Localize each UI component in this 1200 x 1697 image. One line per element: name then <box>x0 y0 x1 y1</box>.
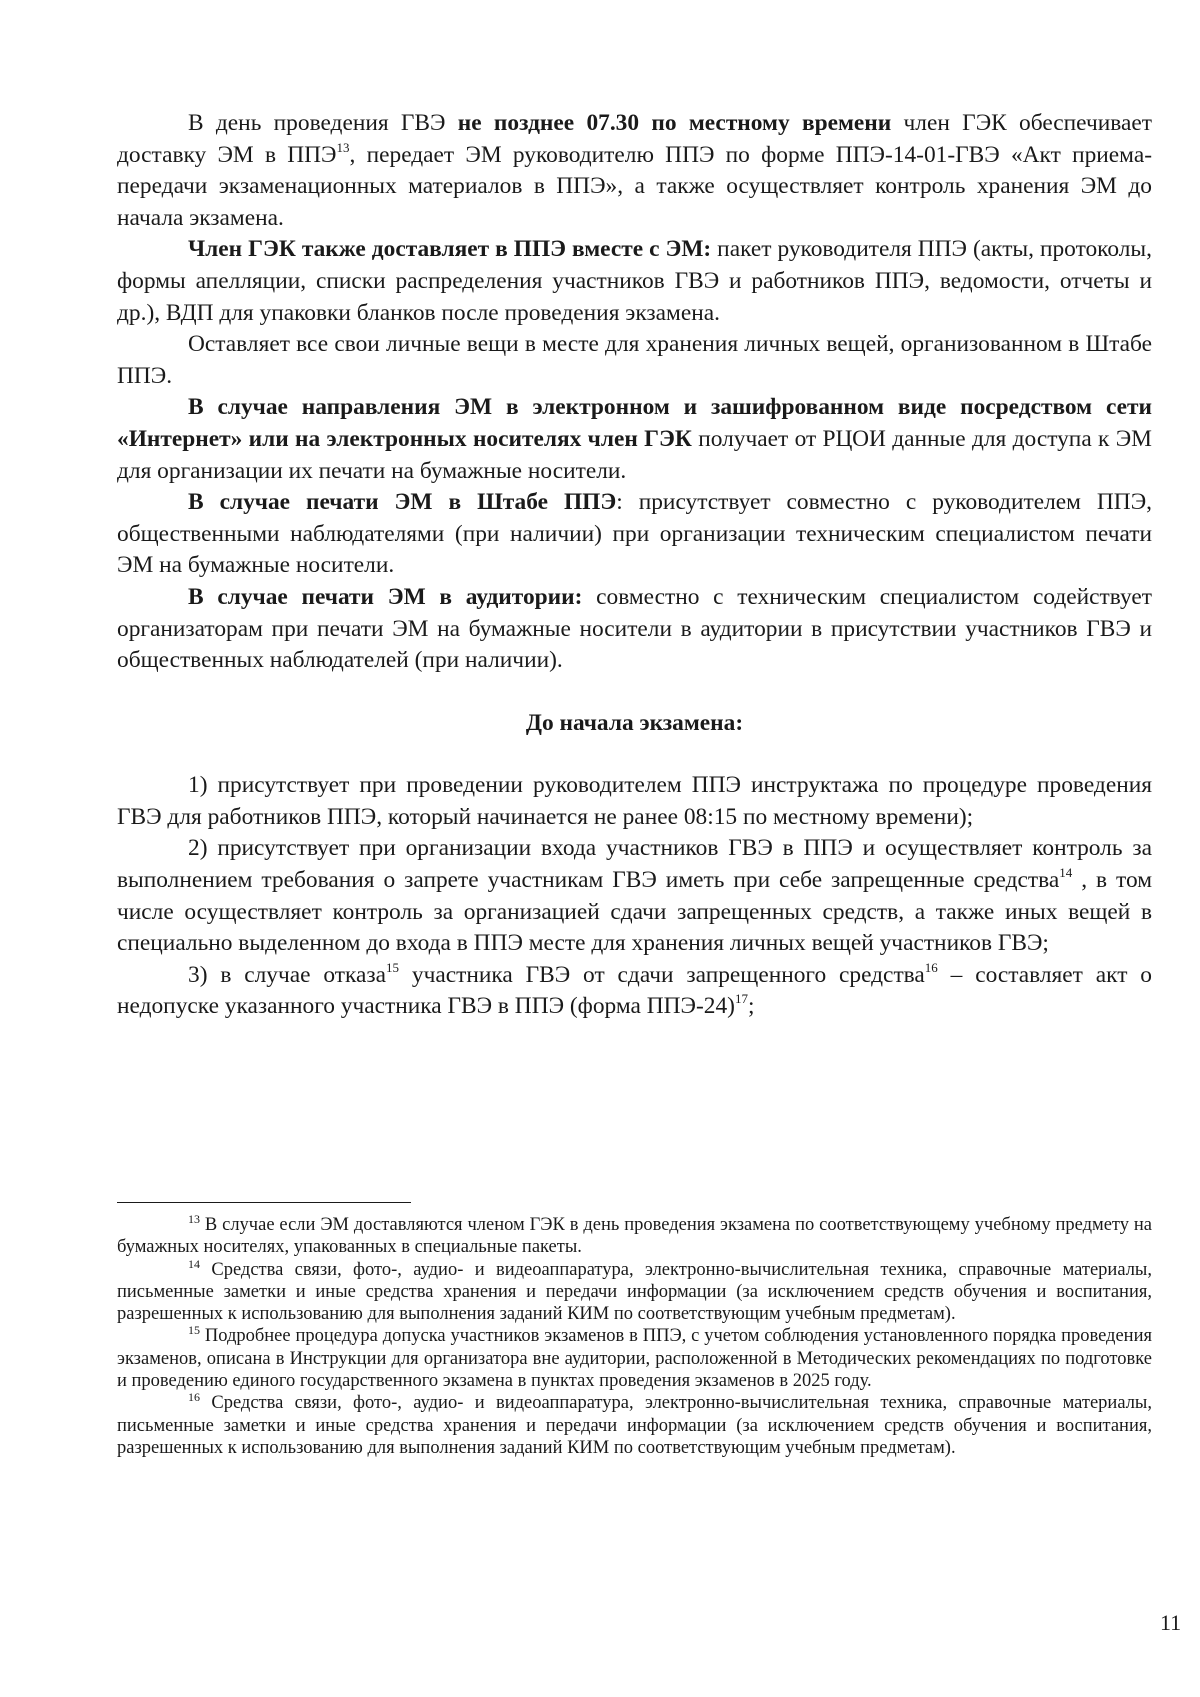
list-item-1: 1) присутствует при проведении руководителем ППЭ инструктажа по процедуре проведения ГВЭ для работников ППЭ, который начинается не ранее 08:15 по местному времени); <box>117 772 1152 830</box>
page-number: 11 <box>1160 1610 1182 1635</box>
text: , передает ЭМ руководителю ППЭ по форме ППЭ-14-01-ГВЭ «Акт приема-передачи экзаменационных материалов в ППЭ», а также осуществляет контроль хранения ЭМ до начала экзамена. <box>117 141 1152 231</box>
heading-text: До начала экзамена: <box>525 709 744 736</box>
text: ; <box>747 993 755 1020</box>
footnote-number: 14 <box>188 1256 200 1271</box>
footnote-text: Средства связи, фото-, аудио- и видеоаппаратура, электронно-вычислительная техника, справочные материалы, письменные заметки и иные средства хранения и передачи информации (за исключением средств обучения и воспитания, разрешенных к использованию для выполнения заданий КИМ по соответствующим учебным предметам). <box>117 1259 1152 1325</box>
footnote-number: 13 <box>188 1212 200 1226</box>
footnote-15 <box>117 1325 1152 1392</box>
footnote-text: Подробнее процедура допуска участников экзаменов в ППЭ, с учетом соблюдения установленного порядка проведения экзаменов, описана в Инструкции для организатора вне аудитории, расположенной в Методических рекомендациях по подготовке и проведению единого государственного экзамена в пунктах проведения экзаменов в 2025 году. <box>117 1326 1152 1392</box>
list-item-3 <box>117 960 1152 1023</box>
paragraph-print-auditorium <box>117 582 1152 677</box>
bold-lead: В случае печати ЭМ в Штабе ППЭ <box>188 489 617 516</box>
text: 3) в случае отказа <box>188 961 387 988</box>
text: совместно с техническим специалистом содействует организаторам при печати ЭМ на бумажные носители в аудитории в присутствии участников ГВЭ и общественных наблюдателей (при наличии). <box>117 583 1152 674</box>
paragraph-electronic-em <box>117 392 1152 487</box>
footnote-ref-16: 16 <box>924 959 938 975</box>
text: получает от РЦОИ данные для доступа к ЭМ для организации их печати на бумажные носители. <box>117 425 1152 484</box>
text: В день проведения ГВЭ <box>188 110 458 136</box>
text: 2) присутствует при организации входа участников ГВЭ в ППЭ и осуществляет контроль за выполнением требования о запрете участникам ГВЭ иметь при себе запрещенные средства <box>117 835 1152 894</box>
footnote-text: Средства связи, фото-, аудио- и видеоаппаратура, электронно-вычислительная техника, справочные материалы, письменные заметки и иные средства хранения и передачи информации (за исключением средств обучения и воспитания, разрешенных к использованию для выполнения заданий КИМ по соответствующим учебным предметам). <box>117 1393 1152 1458</box>
section-heading <box>117 708 1152 740</box>
footnotes <box>117 1214 1152 1459</box>
footnote-separator <box>117 1202 411 1203</box>
paragraph-print-hq <box>117 487 1152 582</box>
bold-lead: В случае печати ЭМ в аудитории: <box>188 583 583 610</box>
bold-deadline: не позднее 07.30 по местному времени <box>457 110 892 136</box>
footnote-number: 16 <box>188 1390 200 1405</box>
text: – составляет акт о недопуске указанного участника ГВЭ в ППЭ (форма ППЭ-24) <box>117 961 1152 1020</box>
document-body <box>117 108 1152 1023</box>
text: : присутствует совместно с руководителем ППЭ, общественными наблюдателями (при наличии) при организации техническим специалистом печати ЭМ на бумажные носители. <box>117 489 1152 579</box>
bold-lead: В случае направления ЭМ в электронном и зашифрованном виде посредством сети «Интернет» или на электронных носителях член ГЭК <box>117 394 1152 452</box>
footnote-text: В случае если ЭМ доставляются членом ГЭК в день проведения экзамена по соответствующему учебному предмету на бумажных носителях, упакованных в специальные пакеты. <box>117 1215 1152 1258</box>
footnote-ref-15: 15 <box>386 959 400 975</box>
text: член ГЭК обеспечивает доставку ЭМ в ППЭ <box>117 110 1152 168</box>
text: пакет руководителя ППЭ (акты, протоколы, формы апелляции, списки распределения участников ГВЭ и работников ППЭ, ведомости, отчеты и др.), ВДП для упаковки бланков после проведения экзамена. <box>117 236 1152 326</box>
footnote-ref-17: 17 <box>734 991 748 1007</box>
text: участника ГВЭ от сдачи запрещенного средства <box>399 961 925 988</box>
footnote-ref-14: 14 <box>1059 865 1073 881</box>
footnote-16 <box>117 1392 1152 1459</box>
paragraph-delivery <box>117 108 1152 234</box>
bold-lead: Член ГЭК также доставляет в ППЭ вместе с ЭМ: <box>188 236 712 263</box>
footnote-number: 15 <box>188 1323 200 1338</box>
footnote-14 <box>117 1256 1152 1326</box>
paragraph-personal-items: Оставляет все свои личные вещи в месте для хранения личных вещей, организованном в Штабе ППЭ. <box>117 331 1152 389</box>
list-item-2 <box>117 833 1152 959</box>
text: , в том числе осуществляет контроль за организацией сдачи запрещенных средств, а также иных вещей в специально выделенном до входа в ППЭ месте для хранения личных вещей участников ГВЭ; <box>117 867 1152 957</box>
footnote-ref-13: 13 <box>336 139 350 155</box>
footnote-13 <box>117 1214 1152 1259</box>
paragraph-package <box>117 234 1152 329</box>
